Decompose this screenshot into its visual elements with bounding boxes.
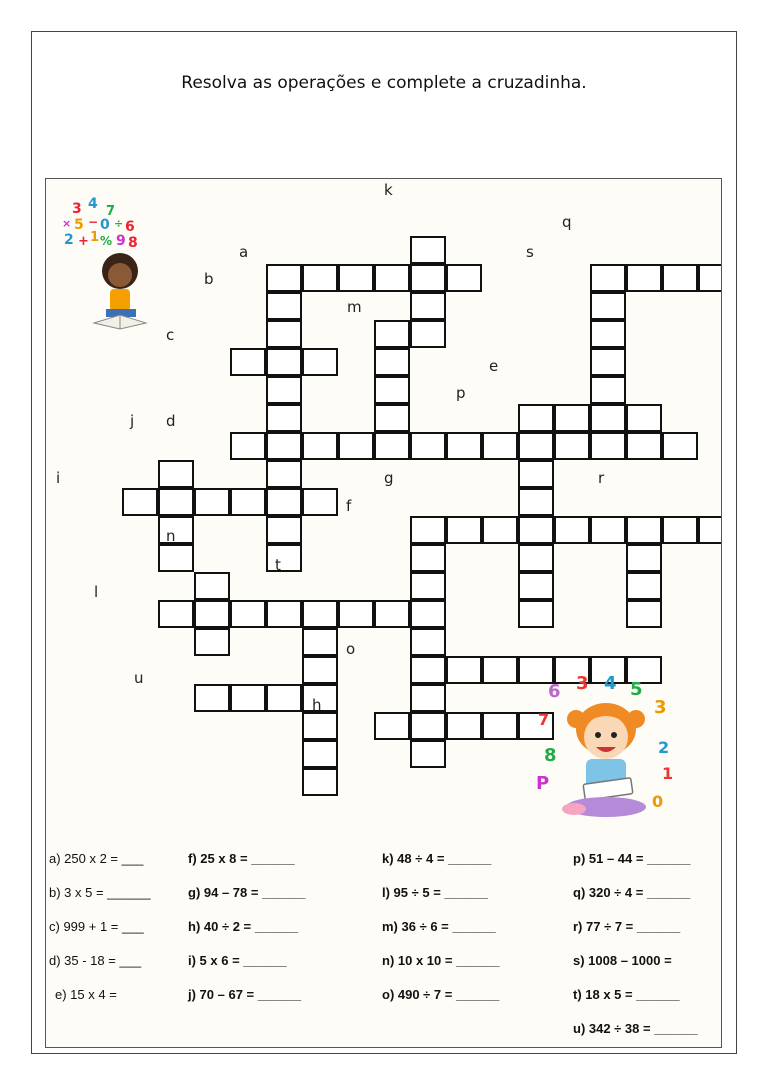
question-q: q) 320 ÷ 4 = ______ [573,885,691,900]
clue-label-q: q [562,213,572,231]
grid-cell[interactable] [266,348,302,376]
question-k: k) 48 ÷ 4 = ______ [382,851,492,866]
svg-text:5: 5 [74,217,84,233]
clue-label-u: u [134,669,144,687]
grid-cell[interactable] [590,404,626,432]
grid-cell[interactable] [626,432,662,460]
grid-cell[interactable] [374,376,410,404]
question-m: m) 36 ÷ 6 = ______ [382,919,496,934]
grid-cell[interactable] [446,432,482,460]
grid-cell[interactable] [230,488,266,516]
question-f: f) 25 x 8 = ______ [188,851,295,866]
clue-label-p: p [456,384,466,402]
grid-cell[interactable] [590,516,626,544]
grid-cell[interactable] [482,712,518,740]
clue-label-f: f [346,497,352,515]
boy-reading-illustration [58,191,188,331]
grid-cell[interactable] [410,236,446,264]
svg-text:4: 4 [88,196,98,212]
svg-text:+: + [78,234,89,249]
svg-text:7: 7 [106,204,116,219]
clue-label-e: e [489,357,499,375]
grid-cell[interactable] [446,712,482,740]
grid-cell[interactable] [662,516,698,544]
question-l: l) 95 ÷ 5 = ______ [382,885,488,900]
grid-cell[interactable] [482,516,518,544]
grid-cell[interactable] [266,516,302,544]
svg-text:3: 3 [72,201,82,217]
grid-cell[interactable] [302,348,338,376]
grid-cell[interactable] [410,264,446,292]
svg-text:÷: ÷ [114,217,124,230]
grid-cell[interactable] [590,432,626,460]
grid-cell[interactable] [590,264,626,292]
grid-cell[interactable] [302,488,338,516]
grid-cell[interactable] [338,432,374,460]
grid-cell[interactable] [230,348,266,376]
grid-cell[interactable] [626,516,662,544]
grid-cell[interactable] [518,544,554,572]
grid-cell[interactable] [374,432,410,460]
grid-cell[interactable] [410,292,446,320]
grid-cell[interactable] [266,376,302,404]
grid-cell[interactable] [266,264,302,292]
grid-cell[interactable] [266,432,302,460]
svg-text:1: 1 [662,764,674,783]
question-n: n) 10 x 10 = ______ [382,953,500,968]
svg-text:2: 2 [658,738,670,757]
clue-label-d: d [166,412,176,430]
svg-text:5: 5 [630,679,643,700]
svg-text:0: 0 [100,217,110,233]
clue-label-i: i [56,469,61,487]
question-i: i) 5 x 6 = ______ [188,953,287,968]
grid-cell[interactable] [158,544,194,572]
grid-cell[interactable] [410,600,446,628]
grid-cell[interactable] [374,404,410,432]
clue-label-h: h [312,696,322,714]
grid-cell[interactable] [410,712,446,740]
question-a: a) 250 x 2 = ___ [49,851,144,866]
grid-cell[interactable] [374,600,410,628]
question-u: u) 342 ÷ 38 = ______ [573,1021,698,1036]
grid-cell[interactable] [374,712,410,740]
grid-cell[interactable] [302,264,338,292]
grid-cell[interactable] [518,460,554,488]
page-title: Resolva as operações e complete a cruzadinha. [181,73,587,93]
svg-text:8: 8 [128,235,138,251]
grid-cell[interactable] [410,740,446,768]
grid-cell[interactable] [338,600,374,628]
question-p: p) 51 – 44 = ______ [573,851,691,866]
grid-cell[interactable] [266,292,302,320]
grid-cell[interactable] [482,432,518,460]
question-g: g) 94 – 78 = ______ [188,885,306,900]
clue-label-s: s [526,243,534,261]
grid-cell[interactable] [518,516,554,544]
svg-text:P: P [536,773,550,794]
grid-cell[interactable] [554,404,590,432]
svg-text:%: % [100,234,113,248]
svg-text:9: 9 [116,233,126,249]
clue-label-l: l [94,583,99,601]
grid-cell[interactable] [626,404,662,432]
clue-label-m: m [347,298,362,316]
svg-text:−: − [88,215,99,229]
grid-cell[interactable] [590,348,626,376]
grid-cell[interactable] [302,768,338,796]
grid-cell[interactable] [590,376,626,404]
question-j: j) 70 – 67 = ______ [188,987,302,1002]
question-c: c) 999 + 1 = ___ [49,919,144,934]
grid-cell[interactable] [194,684,230,712]
grid-cell[interactable] [410,432,446,460]
grid-cell[interactable] [482,656,518,684]
clue-label-r: r [598,469,605,487]
clue-label-t: t [275,556,281,574]
grid-cell[interactable] [446,656,482,684]
grid-cell[interactable] [698,264,722,292]
svg-text:8: 8 [544,745,557,766]
clue-label-n: n [166,527,176,545]
grid-cell[interactable] [518,600,554,628]
grid-cell[interactable] [266,600,302,628]
grid-cell[interactable] [302,712,338,740]
grid-cell[interactable] [194,488,230,516]
grid-cell[interactable] [626,544,662,572]
grid-cell[interactable] [230,432,266,460]
grid-cell[interactable] [230,600,266,628]
svg-text:4: 4 [604,673,617,694]
grid-cell[interactable] [194,572,230,600]
grid-cell[interactable] [338,264,374,292]
clue-label-o: o [346,640,356,658]
grid-cell[interactable] [374,348,410,376]
crossword-sheet [45,178,722,1048]
grid-cell[interactable] [266,320,302,348]
grid-cell[interactable] [122,488,158,516]
grid-cell[interactable] [194,600,230,628]
grid-cell[interactable] [410,656,446,684]
grid-cell[interactable] [410,628,446,656]
grid-cell[interactable] [446,516,482,544]
grid-cell[interactable] [158,600,194,628]
grid-cell[interactable] [662,432,698,460]
grid-cell[interactable] [302,600,338,628]
clue-label-a: a [239,243,249,261]
svg-text:6: 6 [548,681,561,702]
question-b: b) 3 x 5 = ______ [49,885,151,900]
grid-cell[interactable] [266,404,302,432]
grid-cell[interactable] [518,488,554,516]
clue-label-k: k [384,181,393,199]
grid-cell[interactable] [410,320,446,348]
question-e: e) 15 x 4 = [55,987,117,1002]
grid-cell[interactable] [446,264,482,292]
question-d: d) 35 - 18 = ___ [49,953,142,968]
svg-text:1: 1 [90,230,100,245]
grid-cell[interactable] [410,684,446,712]
clue-label-g: g [384,469,394,487]
question-s: s) 1008 – 1000 = [573,953,672,968]
grid-cell[interactable] [518,572,554,600]
grid-cell[interactable] [302,740,338,768]
grid-cell[interactable] [266,460,302,488]
question-h: h) 40 ÷ 2 = ______ [188,919,299,934]
grid-cell[interactable] [518,404,554,432]
grid-cell[interactable] [266,684,302,712]
grid-cell[interactable] [626,264,662,292]
grid-cell[interactable] [302,628,338,656]
grid-cell[interactable] [302,432,338,460]
svg-text:×: × [62,217,72,230]
grid-cell[interactable] [662,264,698,292]
clue-label-c: c [166,326,175,344]
grid-cell[interactable] [626,600,662,628]
grid-cell[interactable] [410,544,446,572]
grid-cell[interactable] [158,488,194,516]
grid-cell[interactable] [158,460,194,488]
grid-cell[interactable] [158,516,194,544]
grid-cell[interactable] [230,684,266,712]
question-o: o) 490 ÷ 7 = ______ [382,987,500,1002]
svg-text:3: 3 [654,697,667,718]
svg-text:3: 3 [576,673,589,694]
grid-cell[interactable] [374,264,410,292]
girl-writing-illustration [534,667,684,837]
grid-cell[interactable] [194,628,230,656]
grid-cell[interactable] [374,320,410,348]
grid-cell[interactable] [554,432,590,460]
grid-cell[interactable] [554,516,590,544]
question-r: r) 77 ÷ 7 = ______ [573,919,681,934]
grid-cell[interactable] [266,544,302,572]
svg-text:7: 7 [538,710,550,729]
grid-cell[interactable] [590,320,626,348]
svg-text:6: 6 [125,219,135,235]
grid-cell[interactable] [626,572,662,600]
grid-cell[interactable] [302,656,338,684]
grid-cell[interactable] [698,516,722,544]
question-t: t) 18 x 5 = ______ [573,987,680,1002]
svg-text:2: 2 [64,232,74,248]
grid-cell[interactable] [590,292,626,320]
clue-label-j: j [130,412,135,430]
clue-label-b: b [204,270,214,288]
grid-cell[interactable] [410,572,446,600]
grid-cell[interactable] [410,516,446,544]
grid-cell[interactable] [266,488,302,516]
grid-cell[interactable] [518,432,554,460]
svg-text:0: 0 [652,792,664,811]
